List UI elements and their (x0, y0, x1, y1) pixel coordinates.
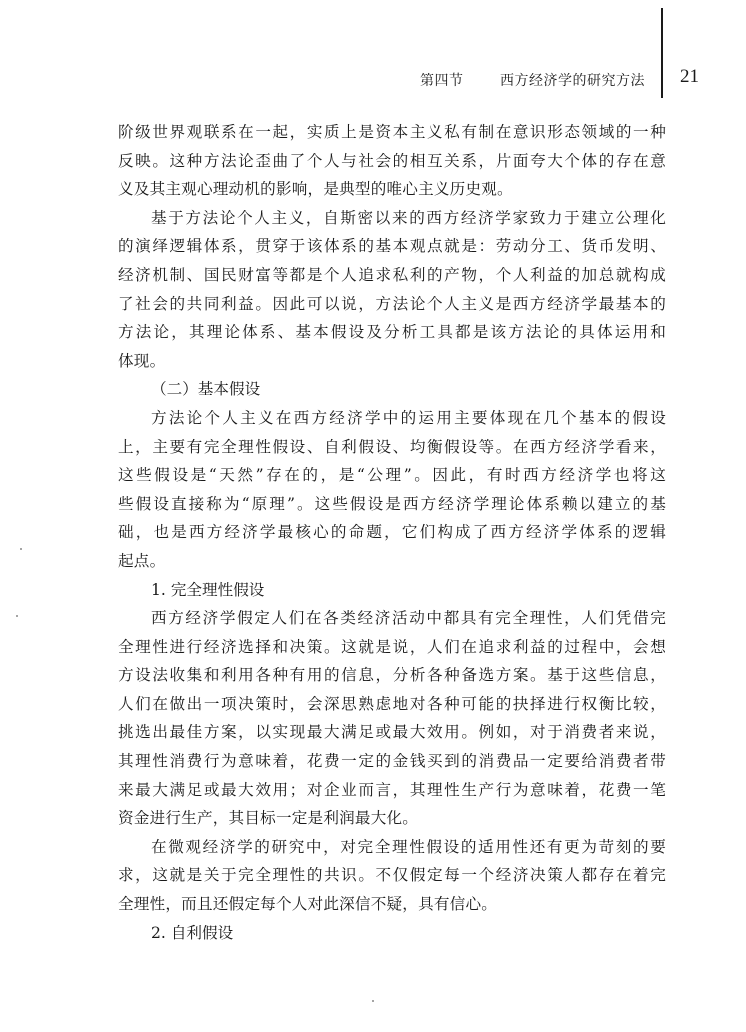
text-line: 方设法收集和利用各种有用的信息，分析各种备选方案。基于这些信息， (118, 666, 666, 685)
scan-speck (20, 548, 22, 550)
text-line: 这些假设是“天然”存在的，是“公理”。因此，有时西方经济学也将这 (118, 466, 666, 485)
text-line: 在微观经济学的研究中，对完全理性假设的适用性还有更为苛刻的要 (151, 837, 666, 856)
text-line: 经济机制、国民财富等都是个人追求私利的产物，个人利益的加总就构成 (118, 265, 666, 284)
header-section-label: 第四节 (420, 73, 464, 89)
text-line: 的演绎逻辑体系，贯穿于该体系的基本观点就是：劳动分工、货币发明、 (118, 237, 666, 256)
text-line: 全理性进行经济选择和决策。这就是说，人们在追求利益的过程中，会想 (118, 637, 666, 656)
header-vertical-rule (661, 8, 663, 98)
subsection-heading: 2. 自利假设 (151, 923, 234, 942)
text-line: 方法论个人主义在西方经济学中的运用主要体现在几个基本的假设 (151, 408, 666, 427)
text-line: 其理性消费行为意味着，花费一定的金钱买到的消费品一定要给消费者带 (118, 752, 666, 771)
page-number: 21 (680, 66, 699, 87)
text-line: 义及其主观心理动机的影响，是典型的唯心主义历史观。 (118, 180, 513, 199)
header-chapter-title: 西方经济学的研究方法 (500, 73, 645, 89)
text-line: 资金进行生产，其目标一定是利润最大化。 (118, 809, 419, 828)
scan-speck (372, 1000, 374, 1002)
text-line: 反映。这种方法论歪曲了个人与社会的相互关系，片面夸大个体的存在意 (118, 151, 666, 170)
text-line: 人们在做出一项决策时，会深思熟虑地对各种可能的抉择进行权衡比较， (118, 694, 666, 713)
text-line: 起点。 (118, 551, 166, 570)
text-line: 求，这就是关于完全理性的共识。不仅假定每一个经济决策人都存在着完 (118, 866, 666, 885)
body-text (118, 118, 666, 947)
text-line: 体现。 (118, 351, 166, 370)
text-line: 上，主要有完全理性假设、自利假设、均衡假设等。在西方经济学看来， (118, 437, 666, 456)
text-line: 础，也是西方经济学最核心的命题，它们构成了西方经济学体系的逻辑 (118, 523, 666, 542)
text-line: 基于方法论个人主义，自斯密以来的西方经济学家致力于建立公理化 (151, 208, 666, 227)
subsection-heading: 1. 完全理性假设 (151, 580, 265, 599)
text-line: 西方经济学假定人们在各类经济活动中都具有完全理性，人们凭借完 (151, 609, 666, 628)
text-line: 阶级世界观联系在一起，实质上是资本主义私有制在意识形态领域的一种 (118, 123, 666, 141)
running-header (420, 66, 720, 90)
text-line: 方法论，其理论体系、基本假设及分析工具都是该方法论的具体运用和 (118, 323, 666, 342)
text-line: 了社会的共同利益。因此可以说，方法论个人主义是西方经济学最基本的 (118, 294, 666, 313)
text-line: 挑选出最佳方案，以实现最大满足或最大效用。例如，对于消费者来说， (118, 723, 666, 742)
section-heading: （二）基本假设 (151, 380, 261, 399)
text-line: 来最大满足或最大效用；对企业而言，其理性生产行为意味着，花费一笔 (118, 780, 666, 799)
text-line: 全理性，而且还假定每个人对此深信不疑，具有信心。 (118, 895, 498, 914)
scan-speck (16, 615, 18, 617)
text-line: 些假设直接称为“原理”。这些假设是西方经济学理论体系赖以建立的基 (118, 494, 666, 513)
